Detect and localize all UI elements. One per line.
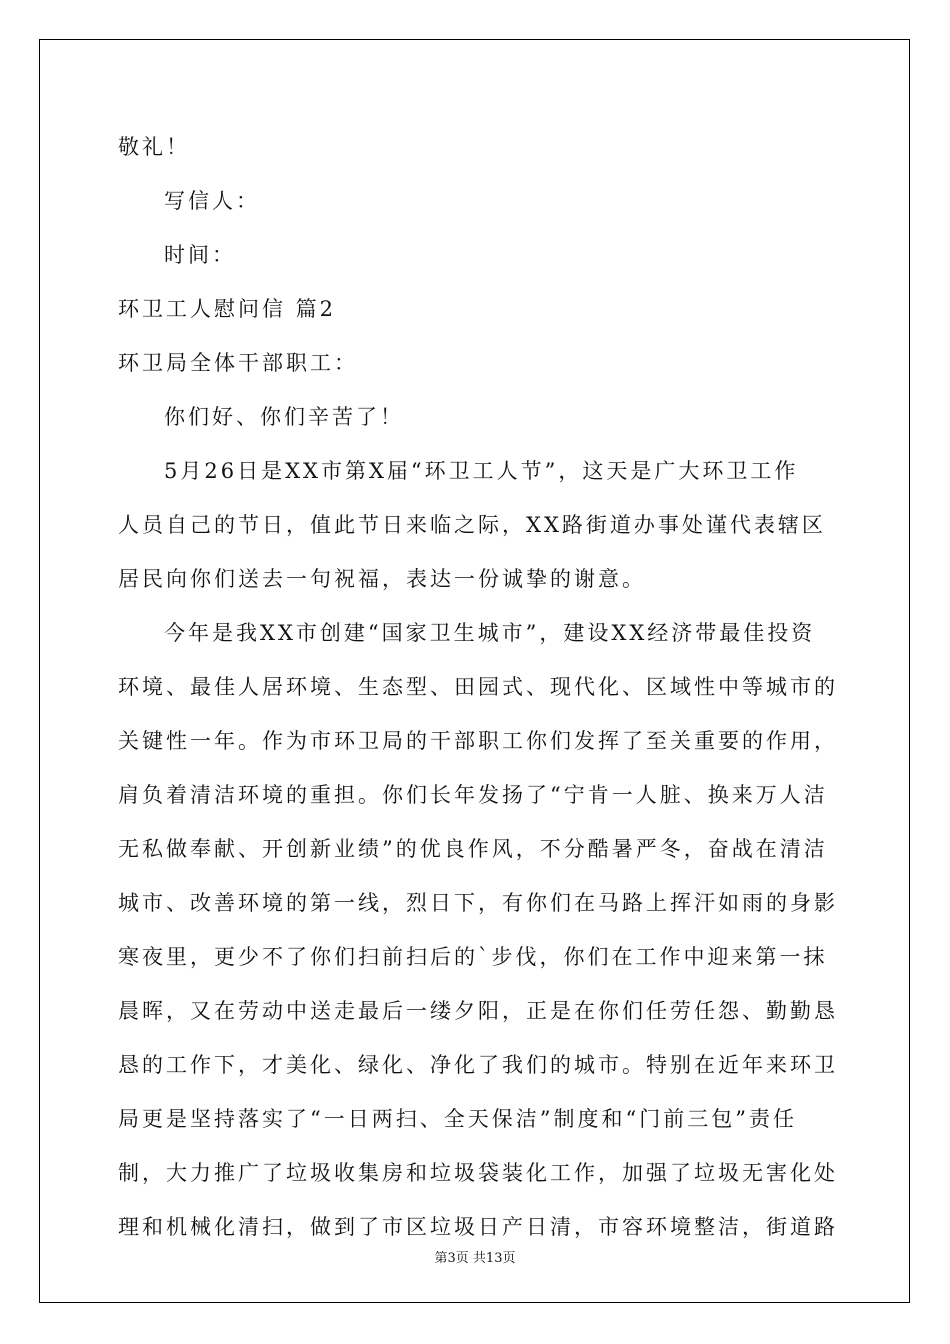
salutation: 环卫局全体干部职工： — [118, 351, 358, 375]
document-body — [118, 120, 838, 1254]
greeting: 你们好、你们辛苦了！ — [164, 405, 404, 429]
closing-salute: 敬礼！ — [118, 135, 190, 159]
paragraph-1-line-1: 5月26日是XX市第X届“环卫工人节”，这天是广大环卫工作 — [164, 459, 799, 483]
paragraph-2-line-11: 制，大力推广了垃圾收集房和垃圾袋装化工作，加强了垃圾无害化处 — [118, 1161, 838, 1185]
paragraph-2-line-10: 局更是坚持落实了“一日两扫、全天保洁”制度和“门前三包”责任 — [118, 1107, 797, 1131]
paragraph-2-line-7: 寒夜里，更少不了你们扫前扫后的`步伐，你们在工作中迎来第一抹 — [118, 945, 828, 969]
paragraph-1-line-2: 人员自己的节日，值此节日来临之际，XX路街道办事处谨代表辖区 — [118, 513, 826, 537]
paragraph-1-line-3: 居民向你们送去一句祝福，表达一份诚挚的谢意。 — [118, 567, 646, 591]
paragraph-2-line-1: 今年是我XX市创建“国家卫生城市”，建设XX经济带最佳投资 — [164, 621, 816, 645]
paragraph-2-line-5: 无私做奉献、开创新业绩”的优良作风，不分酷暑严冬，奋战在清洁 — [118, 837, 828, 861]
paragraph-2-line-6: 城市、改善环境的第一线，烈日下，有你们在马路上挥汗如雨的身影 — [118, 891, 838, 915]
paragraph-2-line-3: 关键性一年。作为市环卫局的干部职工你们发挥了至关重要的作用， — [118, 729, 838, 753]
paragraph-2-line-4: 肩负着清洁环境的重担。你们长年发扬了“宁肯一人脏、换来万人洁 — [118, 783, 828, 807]
paragraph-2-line-9: 恳的工作下，才美化、绿化、净化了我们的城市。特别在近年来环卫 — [118, 1053, 838, 1077]
paragraph-2-line-8: 晨晖，又在劳动中送走最后一缕夕阳，正是在你们任劳任怨、勤勤恳 — [118, 999, 838, 1023]
paragraph-2-line-12: 理和机械化清扫，做到了市区垃圾日产日清，市容环境整洁，街道路 — [118, 1215, 838, 1239]
section-heading: 环卫工人慰问信 篇2 — [118, 297, 337, 321]
signature-date: 时间： — [164, 243, 236, 267]
page-number: 第3页 共13页 — [434, 1251, 516, 1266]
paragraph-2-line-2: 环境、最佳人居环境、生态型、田园式、现代化、区域性中等城市的 — [118, 675, 838, 699]
signature-writer: 写信人： — [164, 189, 260, 213]
